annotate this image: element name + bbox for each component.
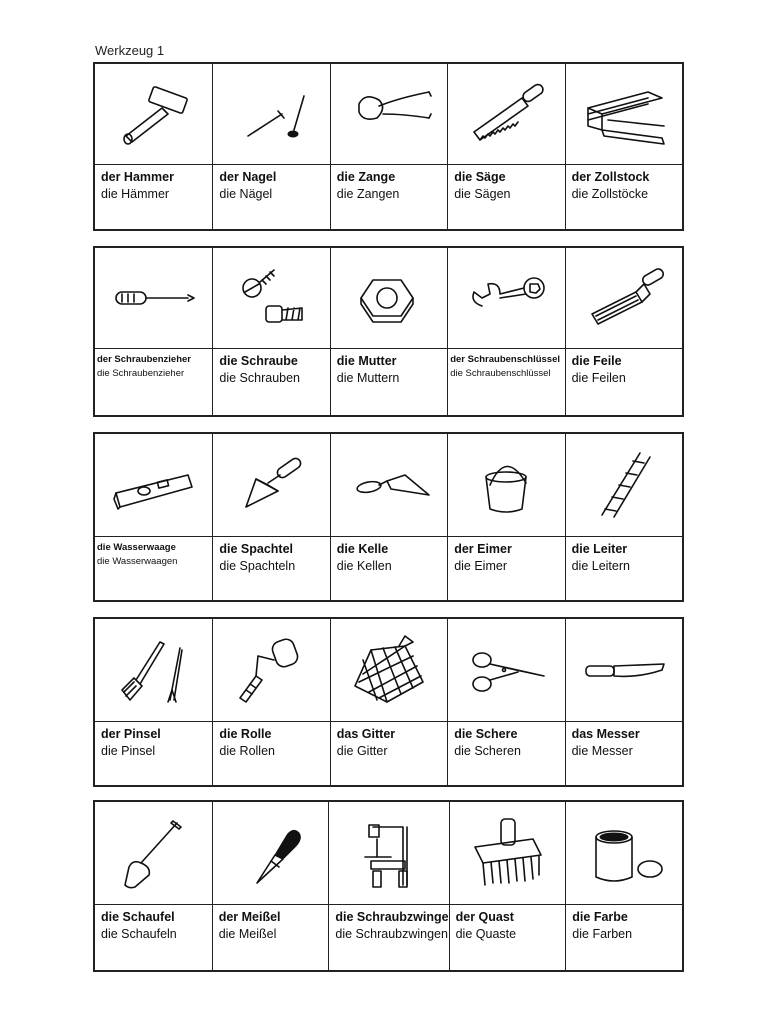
ladder-icon xyxy=(578,445,670,525)
word-label xyxy=(95,165,212,203)
word-card xyxy=(95,248,212,415)
plural-form: die Schrauben xyxy=(219,371,301,385)
illustration xyxy=(213,64,329,165)
word-label xyxy=(213,537,329,575)
word-label xyxy=(95,905,212,943)
spatula-icon xyxy=(226,445,318,525)
singular-form: die Schraubzwinge xyxy=(335,910,449,924)
plural-form: die Eimer xyxy=(454,559,507,573)
word-card xyxy=(328,802,448,970)
singular-form: der Schraubenschlüssel xyxy=(450,354,561,365)
singular-form: die Farbe xyxy=(572,910,628,924)
word-label xyxy=(331,165,447,203)
word-label xyxy=(95,349,212,381)
plural-form: die Farben xyxy=(572,927,633,941)
word-label xyxy=(566,722,682,760)
word-card xyxy=(212,619,329,785)
word-card xyxy=(95,434,212,600)
clamp-icon xyxy=(343,813,435,893)
grid-icon xyxy=(343,630,435,710)
singular-form: die Leiter xyxy=(571,542,628,556)
plural-form: die Meißel xyxy=(218,927,277,941)
word-label xyxy=(566,537,682,575)
plural-form: die Rollen xyxy=(219,744,275,758)
word-card xyxy=(330,248,447,415)
word-card xyxy=(212,64,329,229)
word-label xyxy=(213,905,329,943)
word-card xyxy=(212,802,329,970)
singular-form: der Hammer xyxy=(101,170,174,184)
singular-form: die Mutter xyxy=(336,354,397,368)
file-icon xyxy=(578,258,670,338)
plural-form: die Scheren xyxy=(454,744,521,758)
plural-form: die Feilen xyxy=(571,371,626,385)
singular-form: das Gitter xyxy=(336,727,396,741)
plural-form: die Schraubenzieher xyxy=(97,368,185,379)
word-label xyxy=(566,165,682,203)
illustration xyxy=(213,248,329,349)
word-label xyxy=(213,349,329,387)
word-card xyxy=(95,64,212,229)
illustration xyxy=(331,619,447,722)
illustration xyxy=(213,619,329,722)
word-label xyxy=(331,722,447,760)
pliers-icon xyxy=(343,74,435,154)
brush-icon xyxy=(108,630,200,710)
illustration xyxy=(566,64,682,165)
illustration xyxy=(566,802,682,905)
nail-icon xyxy=(226,74,318,154)
word-card xyxy=(95,619,212,785)
scissors-icon xyxy=(460,630,552,710)
word-label xyxy=(566,349,682,387)
paint-roller-icon xyxy=(226,630,318,710)
plural-form: die Wasserwaagen xyxy=(97,556,178,567)
singular-form: der Eimer xyxy=(454,542,512,556)
plural-form: die Sägen xyxy=(454,187,511,201)
word-card xyxy=(212,434,329,600)
illustration xyxy=(331,64,447,165)
word-group xyxy=(93,432,684,602)
singular-form: der Zollstock xyxy=(571,170,650,184)
illustration xyxy=(213,434,329,537)
plural-form: die Schraubzwingen xyxy=(335,927,448,941)
word-card xyxy=(447,248,564,415)
trowel-icon xyxy=(343,445,435,525)
illustration xyxy=(329,802,448,905)
word-card xyxy=(565,248,682,415)
illustration xyxy=(566,619,682,722)
word-card xyxy=(449,802,566,970)
word-card xyxy=(565,802,682,970)
plural-form: die Schaufeln xyxy=(101,927,177,941)
word-card xyxy=(330,64,447,229)
word-label xyxy=(448,722,564,760)
spirit-level-icon xyxy=(108,445,200,525)
singular-form: die Feile xyxy=(571,354,622,368)
saw-icon xyxy=(460,74,552,154)
word-card xyxy=(447,619,564,785)
nut-icon xyxy=(343,258,435,338)
singular-form: der Nagel xyxy=(219,170,277,184)
singular-form: die Spachtel xyxy=(219,542,294,556)
word-card xyxy=(212,248,329,415)
word-card xyxy=(447,434,564,600)
word-label xyxy=(448,349,564,381)
illustration xyxy=(566,248,682,349)
illustration xyxy=(331,248,447,349)
singular-form: der Pinsel xyxy=(101,727,161,741)
folding-rule-icon xyxy=(578,74,670,154)
plural-form: die Muttern xyxy=(336,371,400,385)
word-label xyxy=(331,537,447,575)
illustration xyxy=(448,619,564,722)
singular-form: die Schere xyxy=(454,727,518,741)
wall-brush-icon xyxy=(461,813,553,893)
plural-form: die Leitern xyxy=(571,559,630,573)
plural-form: die Hämmer xyxy=(101,187,170,201)
wrench-icon xyxy=(460,258,552,338)
word-label xyxy=(331,349,447,387)
illustration xyxy=(95,434,212,537)
singular-form: das Messer xyxy=(571,727,640,741)
word-label xyxy=(566,905,682,943)
illustration xyxy=(95,619,212,722)
plural-form: die Messer xyxy=(571,744,633,758)
word-label xyxy=(95,537,212,569)
word-card xyxy=(565,434,682,600)
plural-form: die Quaste xyxy=(455,927,517,941)
plural-form: die Zangen xyxy=(336,187,400,201)
chisel-icon xyxy=(225,813,317,893)
word-label xyxy=(213,722,329,760)
singular-form: die Schraube xyxy=(219,354,298,368)
paint-can-icon xyxy=(578,813,670,893)
singular-form: die Zange xyxy=(336,170,396,184)
word-group xyxy=(93,246,684,417)
word-card xyxy=(447,64,564,229)
illustration xyxy=(95,802,212,905)
word-label xyxy=(329,905,448,943)
plural-form: die Nägel xyxy=(219,187,273,201)
word-card xyxy=(95,802,212,970)
singular-form: die Schaufel xyxy=(101,910,175,924)
plural-form: die Kellen xyxy=(336,559,392,573)
screw-icon xyxy=(226,258,318,338)
illustration xyxy=(448,248,564,349)
illustration xyxy=(448,64,564,165)
word-group xyxy=(93,62,684,231)
word-card xyxy=(565,64,682,229)
word-card xyxy=(565,619,682,785)
word-label xyxy=(448,165,564,203)
plural-form: die Zollstöcke xyxy=(571,187,649,201)
page-title: Werkzeug 1 xyxy=(95,43,165,58)
word-card xyxy=(330,619,447,785)
singular-form: die Wasserwaage xyxy=(97,542,176,553)
word-label xyxy=(448,537,564,575)
knife-icon xyxy=(578,630,670,710)
hammer-icon xyxy=(108,74,200,154)
singular-form: die Säge xyxy=(454,170,506,184)
plural-form: die Spachteln xyxy=(219,559,296,573)
word-label xyxy=(450,905,566,943)
illustration xyxy=(450,802,566,905)
singular-form: der Meißel xyxy=(218,910,281,924)
singular-form: die Kelle xyxy=(336,542,389,556)
word-label xyxy=(213,165,329,203)
singular-form: die Rolle xyxy=(219,727,272,741)
illustration xyxy=(95,248,212,349)
screwdriver-icon xyxy=(108,258,200,338)
illustration xyxy=(566,434,682,537)
bucket-icon xyxy=(460,445,552,525)
word-card xyxy=(330,434,447,600)
word-label xyxy=(95,722,212,760)
plural-form: die Gitter xyxy=(336,744,388,758)
shovel-icon xyxy=(107,813,199,893)
illustration xyxy=(448,434,564,537)
illustration xyxy=(95,64,212,165)
illustration xyxy=(331,434,447,537)
word-group xyxy=(93,800,684,972)
singular-form: der Quast xyxy=(455,910,514,924)
plural-form: die Pinsel xyxy=(101,744,156,758)
singular-form: der Schraubenzieher xyxy=(97,354,191,365)
plural-form: die Schraubenschlüssel xyxy=(450,368,551,379)
word-group xyxy=(93,617,684,787)
illustration xyxy=(213,802,329,905)
